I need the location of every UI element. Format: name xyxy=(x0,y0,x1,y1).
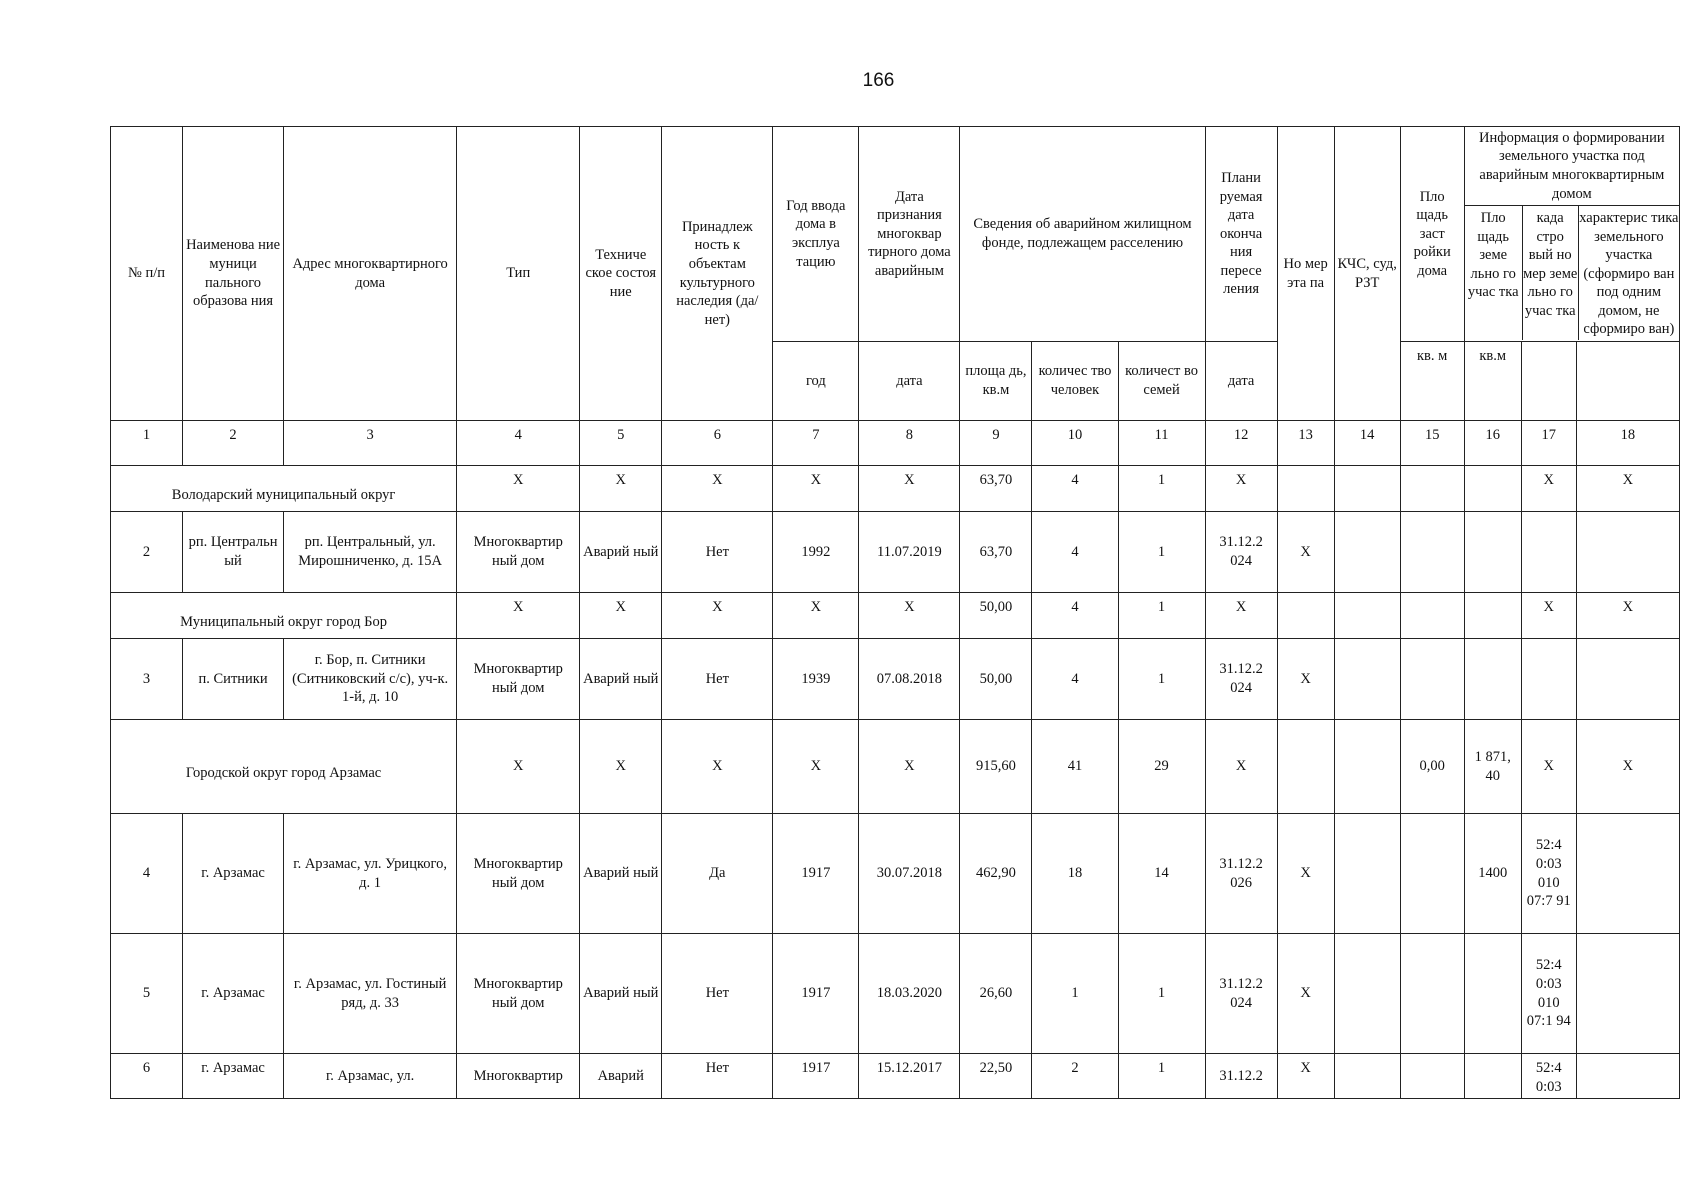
cell-cadastral: 52:4 0:03 010 07:1 94 xyxy=(1521,934,1576,1054)
cell-state: Аварий ный xyxy=(580,934,662,1054)
header-land-plot-subcols xyxy=(1465,206,1679,340)
cell-characteristic xyxy=(1576,934,1679,1054)
summary-characteristic: Х xyxy=(1576,593,1679,639)
header-land-plot-group xyxy=(1464,127,1679,342)
summary-row xyxy=(111,593,1680,639)
column-number: 9 xyxy=(960,421,1032,466)
header-address: Адрес многоквартирного дома xyxy=(284,127,457,421)
summary-planned-date: Х xyxy=(1205,466,1277,512)
cell-type: Многоквартир ный дом xyxy=(457,934,580,1054)
subheader-year: год xyxy=(773,342,859,421)
summary-characteristic: Х xyxy=(1576,720,1679,814)
column-number: 8 xyxy=(859,421,960,466)
cell-building-area xyxy=(1400,934,1464,1054)
cell-municipality: г. Арзамас xyxy=(183,934,284,1054)
cell-stage: Х xyxy=(1277,639,1334,720)
table-row xyxy=(111,639,1680,720)
cell-stage: Х xyxy=(1277,934,1334,1054)
summary-cadastral: Х xyxy=(1521,466,1576,512)
page-number: 166 xyxy=(862,70,895,91)
summary-planned-date: Х xyxy=(1205,720,1277,814)
subheader-area: площа дь, кв.м xyxy=(960,342,1032,421)
cell-number: 4 xyxy=(111,814,183,934)
cell-characteristic xyxy=(1576,814,1679,934)
emergency-housing-table xyxy=(110,126,1680,1099)
summary-municipality-name: Володарский муниципальный округ xyxy=(111,466,457,512)
header-land-plot-info: Информация о формировании земельного участка под аварийным многоквартирным домом xyxy=(1465,127,1679,206)
cell-plot-area xyxy=(1464,639,1521,720)
cell-state: Аварий ный xyxy=(580,639,662,720)
cell-building-area xyxy=(1400,512,1464,593)
summary-people: 41 xyxy=(1032,720,1118,814)
header-commission-year: Год ввода дома в эксплуа тацию xyxy=(773,127,859,342)
column-number: 2 xyxy=(183,421,284,466)
cell-cadastral: 52:4 0:03 010 07:7 91 xyxy=(1521,814,1576,934)
column-number: 15 xyxy=(1400,421,1464,466)
cell-date: 11.07.2019 xyxy=(859,512,960,593)
summary-people: 4 xyxy=(1032,466,1118,512)
header-number: № п/п xyxy=(111,127,183,421)
cell-type: Многоквартир ный дом xyxy=(457,639,580,720)
cell-families: 1 xyxy=(1118,639,1205,720)
cell-kchs xyxy=(1334,814,1400,934)
cell-number: 6 xyxy=(111,1054,183,1099)
summary-people: 4 xyxy=(1032,593,1118,639)
summary-heritage: Х xyxy=(662,466,773,512)
cell-plot-area xyxy=(1464,934,1521,1054)
cell-planned-date: 31.12.2 xyxy=(1205,1054,1277,1099)
cell-kchs xyxy=(1334,1054,1400,1099)
cell-municipality: рп. Центральн ый xyxy=(183,512,284,593)
cell-kchs xyxy=(1334,639,1400,720)
cell-year: 1939 xyxy=(773,639,859,720)
cell-year: 1917 xyxy=(773,1054,859,1099)
cell-cadastral xyxy=(1521,639,1576,720)
cell-families: 14 xyxy=(1118,814,1205,934)
summary-state: Х xyxy=(580,593,662,639)
cell-characteristic xyxy=(1576,1054,1679,1099)
cell-planned-date: 31.12.2 024 xyxy=(1205,934,1277,1054)
cell-families: 1 xyxy=(1118,934,1205,1054)
header-emergency-date: Дата признания многоквар тирного дома аварийным xyxy=(859,127,960,342)
table-row xyxy=(111,512,1680,593)
column-number: 13 xyxy=(1277,421,1334,466)
column-number: 3 xyxy=(284,421,457,466)
column-number: 12 xyxy=(1205,421,1277,466)
cell-heritage: Да xyxy=(662,814,773,934)
table-row xyxy=(111,1054,1680,1099)
cell-heritage: Нет xyxy=(662,934,773,1054)
column-number: 5 xyxy=(580,421,662,466)
subheader-cadastral-cont xyxy=(1521,342,1576,421)
cell-plot-area: 1400 xyxy=(1464,814,1521,934)
cell-state: Аварий xyxy=(580,1054,662,1099)
summary-year: Х xyxy=(773,720,859,814)
cell-people: 1 xyxy=(1032,934,1118,1054)
cell-year: 1917 xyxy=(773,934,859,1054)
cell-plot-area xyxy=(1464,512,1521,593)
cell-date: 15.12.2017 xyxy=(859,1054,960,1099)
cell-heritage: Нет xyxy=(662,512,773,593)
cell-municipality: г. Арзамас xyxy=(183,814,284,934)
cell-address: г. Арзамас, ул. Урицкого, д. 1 xyxy=(284,814,457,934)
cell-people: 4 xyxy=(1032,512,1118,593)
summary-stage xyxy=(1277,593,1334,639)
cell-number: 2 xyxy=(111,512,183,593)
table-row xyxy=(111,934,1680,1054)
summary-building-area: 0,00 xyxy=(1400,720,1464,814)
header-building-area: Пло щадь заст ройки дома xyxy=(1400,127,1464,342)
cell-type: Многоквартир xyxy=(457,1054,580,1099)
cell-kchs xyxy=(1334,512,1400,593)
cell-year: 1917 xyxy=(773,814,859,934)
summary-cadastral: Х xyxy=(1521,720,1576,814)
summary-row xyxy=(111,720,1680,814)
summary-planned-date: Х xyxy=(1205,593,1277,639)
summary-date: Х xyxy=(859,720,960,814)
cell-type: Многоквартир ный дом xyxy=(457,512,580,593)
summary-area: 915,60 xyxy=(960,720,1032,814)
summary-row xyxy=(111,466,1680,512)
column-number: 6 xyxy=(662,421,773,466)
cell-municipality: п. Ситники xyxy=(183,639,284,720)
column-number: 7 xyxy=(773,421,859,466)
summary-municipality-name: Городской округ город Арзамас xyxy=(111,720,457,814)
cell-stage: Х xyxy=(1277,512,1334,593)
cell-stage: Х xyxy=(1277,1054,1334,1099)
cell-area: 50,00 xyxy=(960,639,1032,720)
cell-planned-date: 31.12.2 026 xyxy=(1205,814,1277,934)
cell-date: 07.08.2018 xyxy=(859,639,960,720)
header-municipality: Наименова ние муници пального образова ния xyxy=(183,127,284,421)
cell-people: 18 xyxy=(1032,814,1118,934)
cell-area: 26,60 xyxy=(960,934,1032,1054)
summary-stage xyxy=(1277,720,1334,814)
column-numbers-row xyxy=(111,421,1680,466)
summary-heritage: Х xyxy=(662,720,773,814)
cell-characteristic xyxy=(1576,639,1679,720)
summary-area: 50,00 xyxy=(960,593,1032,639)
column-number: 11 xyxy=(1118,421,1205,466)
header-cadastral-number: када стро вый но мер земе льно го учас тка xyxy=(1523,206,1579,340)
cell-building-area xyxy=(1400,639,1464,720)
summary-date: Х xyxy=(859,466,960,512)
summary-plot-area xyxy=(1464,466,1521,512)
summary-date: Х xyxy=(859,593,960,639)
summary-heritage: Х xyxy=(662,593,773,639)
subheader-families: количест во семей xyxy=(1118,342,1205,421)
cell-planned-date: 31.12.2 024 xyxy=(1205,639,1277,720)
column-number: 14 xyxy=(1334,421,1400,466)
summary-state: Х xyxy=(580,720,662,814)
cell-address: г. Арзамас, ул. Гостиный ряд, д. 33 xyxy=(284,934,457,1054)
cell-cadastral xyxy=(1521,512,1576,593)
cell-kchs xyxy=(1334,934,1400,1054)
column-number: 10 xyxy=(1032,421,1118,466)
header-cultural-heritage: Принадлеж ность к объектам культурного наследия (да/нет) xyxy=(662,127,773,421)
summary-building-area xyxy=(1400,593,1464,639)
summary-year: Х xyxy=(773,593,859,639)
subheader-building-area-unit: кв. м xyxy=(1400,342,1464,421)
summary-families: 29 xyxy=(1118,720,1205,814)
subheader-planned-date: дата xyxy=(1205,342,1277,421)
cell-people: 2 xyxy=(1032,1054,1118,1099)
header-kchs: КЧС, суд, РЗТ xyxy=(1334,127,1400,421)
summary-plot-area: 1 871, 40 xyxy=(1464,720,1521,814)
column-number: 17 xyxy=(1521,421,1576,466)
subheader-people: количес тво человек xyxy=(1032,342,1118,421)
cell-state: Аварий ный xyxy=(580,512,662,593)
cell-number: 5 xyxy=(111,934,183,1054)
cell-area: 63,70 xyxy=(960,512,1032,593)
summary-families: 1 xyxy=(1118,593,1205,639)
column-number: 16 xyxy=(1464,421,1521,466)
cell-building-area xyxy=(1400,1054,1464,1099)
header-plot-characteristic: характерис тика земельного участка (сформиро ван под одним домом, не сформиро ван) xyxy=(1579,210,1679,338)
header-stage-number: Но мер эта па xyxy=(1277,127,1334,421)
cell-date: 18.03.2020 xyxy=(859,934,960,1054)
cell-heritage: Нет xyxy=(662,1054,773,1099)
column-number: 1 xyxy=(111,421,183,466)
table-row xyxy=(111,814,1680,934)
cell-stage: Х xyxy=(1277,814,1334,934)
header-technical-state: Техниче ское состоя ние xyxy=(580,127,662,421)
summary-families: 1 xyxy=(1118,466,1205,512)
cell-address: г. Бор, п. Ситники (Ситниковский с/с), уч-к. 1-й, д. 10 xyxy=(284,639,457,720)
cell-area: 22,50 xyxy=(960,1054,1032,1099)
cell-planned-date: 31.12.2 024 xyxy=(1205,512,1277,593)
summary-type: Х xyxy=(457,466,580,512)
column-number: 18 xyxy=(1576,421,1679,466)
cell-people: 4 xyxy=(1032,639,1118,720)
cell-address: г. Арзамас, ул. xyxy=(284,1054,457,1099)
header-plot-area: Пло щадь земе льно го учас тка xyxy=(1465,206,1523,340)
cell-type: Многоквартир ный дом xyxy=(457,814,580,934)
cell-families: 1 xyxy=(1118,512,1205,593)
cell-cadastral: 52:4 0:03 xyxy=(1521,1054,1576,1099)
cell-area: 462,90 xyxy=(960,814,1032,934)
header-type: Тип xyxy=(457,127,580,421)
cell-building-area xyxy=(1400,814,1464,934)
summary-type: Х xyxy=(457,720,580,814)
summary-municipality-name: Муниципальный округ город Бор xyxy=(111,593,457,639)
cell-municipality: г. Арзамас xyxy=(183,1054,284,1099)
summary-plot-area xyxy=(1464,593,1521,639)
summary-area: 63,70 xyxy=(960,466,1032,512)
subheader-date: дата xyxy=(859,342,960,421)
summary-kchs xyxy=(1334,720,1400,814)
header-planned-resettlement: Плани руемая дата оконча ния пересе ления xyxy=(1205,127,1277,342)
summary-kchs xyxy=(1334,466,1400,512)
cell-plot-area xyxy=(1464,1054,1521,1099)
subheader-plot-area-unit: кв.м xyxy=(1464,342,1521,421)
summary-characteristic: Х xyxy=(1576,466,1679,512)
summary-building-area xyxy=(1400,466,1464,512)
cell-address: рп. Центральный, ул. Мирошниченко, д. 15А xyxy=(284,512,457,593)
summary-stage xyxy=(1277,466,1334,512)
cell-characteristic xyxy=(1576,512,1679,593)
summary-state: Х xyxy=(580,466,662,512)
summary-year: Х xyxy=(773,466,859,512)
summary-kchs xyxy=(1334,593,1400,639)
summary-cadastral: Х xyxy=(1521,593,1576,639)
cell-families: 1 xyxy=(1118,1054,1205,1099)
subheader-characteristic-cont xyxy=(1576,342,1679,421)
cell-state: Аварий ный xyxy=(580,814,662,934)
cell-heritage: Нет xyxy=(662,639,773,720)
column-number: 4 xyxy=(457,421,580,466)
cell-number: 3 xyxy=(111,639,183,720)
header-emergency-fund-info: Сведения об аварийном жилищном фонде, подлежащем расселению xyxy=(960,127,1205,342)
cell-date: 30.07.2018 xyxy=(859,814,960,934)
summary-type: Х xyxy=(457,593,580,639)
cell-year: 1992 xyxy=(773,512,859,593)
